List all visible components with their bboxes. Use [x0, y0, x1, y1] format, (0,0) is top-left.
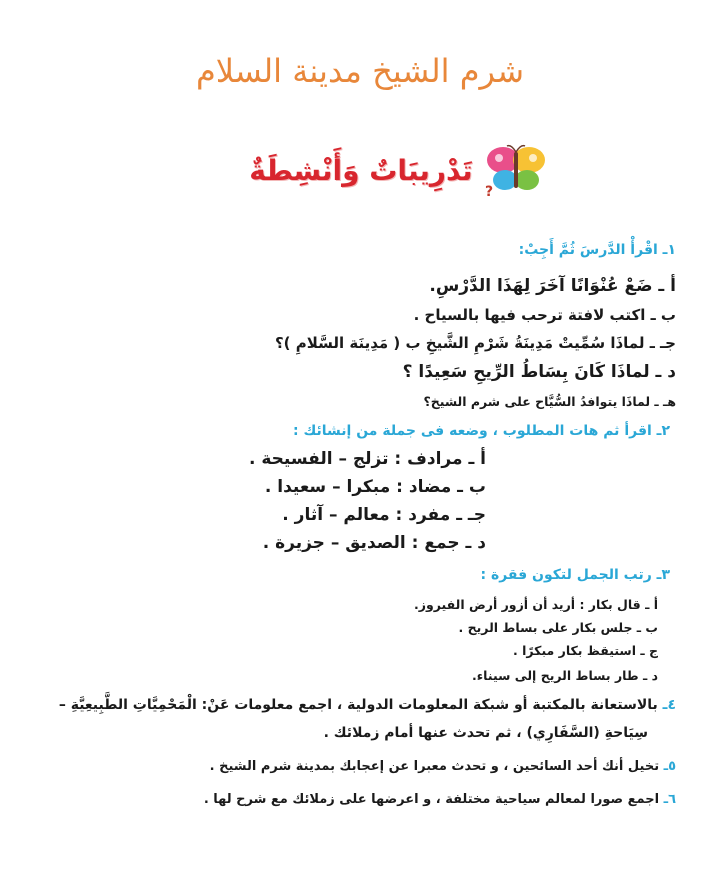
- q3-item-c: ج ـ استيقظ بكار مبكرًا .: [513, 643, 658, 658]
- q3-item-d: د ـ طار بساط الريح إلى سيناء.: [472, 668, 658, 683]
- q2-item-b: ب ـ مضاد : مبكرا – سعيدا .: [264, 477, 486, 497]
- q6-text: اجمع صورا لمعالم سياحية مختلفة ، و اعرضها على زملائك مع شرح لها .: [203, 792, 660, 807]
- banner-title: تَدْرِيبَاتٌ وَأَنْشِطَةٌ: [249, 153, 473, 187]
- butterfly-icon: [481, 142, 551, 198]
- q1-item-e: هـ ـ لماذَا يتوافدُ السُّيَّاح على شرم الشيخ؟: [423, 394, 676, 409]
- q2-item-a: أ ـ مرادف : تزلج – الفسيحة .: [248, 449, 486, 469]
- q4-text-1: بالاستعانة بالمكتبة أو شبكة المعلومات الدولية ، اجمع معلومات عَنْ: الْمَحْمِيَّاتِ الطَّبِيعِيَّةِ –: [58, 697, 658, 713]
- q4-number: ٤ـ: [662, 697, 676, 713]
- q3-item-b: ب ـ جلس بكار على بساط الريح .: [458, 620, 658, 635]
- q1-item-b: ب ـ اكتب لافتة ترحب فيها بالسياح .: [413, 306, 676, 324]
- q3-item-a: أ ـ قال بكار : أريد أن أزور أرض الفيروز.: [414, 597, 658, 612]
- q5-text: تخيل أنك أحد السائحين ، و تحدث معبرا عن إعجابك بمدينة شرم الشيخ .: [209, 759, 660, 774]
- q2-item-c: جـ ـ مفرد : معالم – آثار .: [282, 505, 486, 525]
- q5-number: ٥ـ: [663, 759, 676, 774]
- q6: [26, 792, 676, 807]
- q2-item-d: د ـ جمع : الصديق – جزيرة .: [262, 533, 486, 553]
- activities-banner: [240, 140, 560, 200]
- q6-number: ٦ـ: [663, 792, 676, 807]
- q1-item-c: جـ ـ لماذَا سُمِّيتْ مَدِينَةُ شَرْمِ الشَّيخِ ب ( مَدِينَة السَّلامِ )؟: [274, 334, 676, 352]
- q1-item-d: د ـ لماذَا كَانَ بِسَاطُ الرِّيحِ سَعِيدًا ؟: [402, 362, 676, 382]
- q1-heading: ١ـ اقْرأْ الدَّرسَ ثُمَّ أَجِبْ:: [518, 242, 676, 258]
- q5: [26, 759, 676, 774]
- page-title: شرم الشيخ مدينة السلام: [195, 52, 525, 90]
- q1-item-a: أ ـ ضَعْ عُنْوَانًا آخَرَ لِهَذَا الدَّرْسِ.: [429, 276, 676, 296]
- q3-heading: ٣ـ رتب الجمل لتكون فقرة :: [480, 567, 670, 583]
- svg-text:?: ?: [484, 184, 493, 198]
- exercises: [26, 228, 676, 807]
- q4-line1: [26, 697, 676, 713]
- q4-line2: سِيَاحةِ (السَّفَارِي) ، ثم تحدث عنها أمام زملائك .: [323, 725, 648, 741]
- q2-heading: ٢ـ اقرأ ثم هات المطلوب ، وضعه فى جملة من إنشائك :: [293, 423, 670, 439]
